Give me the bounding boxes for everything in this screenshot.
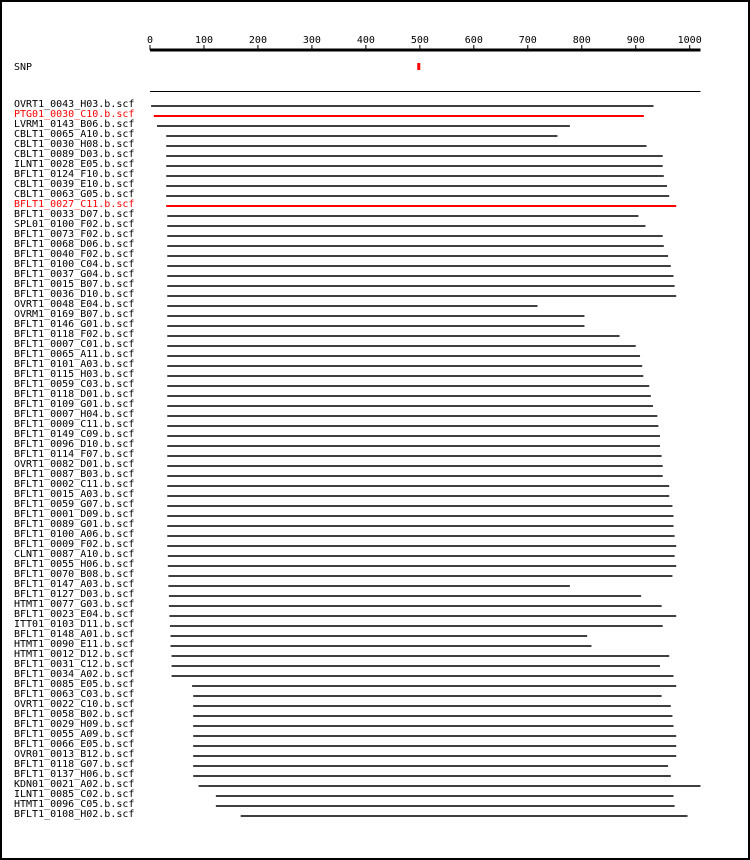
- axis-tick-label: 0: [146, 35, 154, 46]
- read-name[interactable]: BFLT1_0108_H02.b.scf: [14, 809, 135, 820]
- read-name[interactable]: CBLT1_0063_G05.b.scf: [14, 189, 135, 200]
- read-row[interactable]: [14, 809, 688, 820]
- read-name[interactable]: BFLT1_0059_G07.b.scf: [14, 499, 135, 510]
- read-name[interactable]: PTG01_0030_C10.b.scf: [14, 109, 135, 120]
- read-name[interactable]: OVRT1_0043_H03.b.scf: [14, 99, 135, 110]
- read-name[interactable]: BFLT1_0007_H04.b.scf: [14, 409, 135, 420]
- read-name[interactable]: BFLT1_0015_A03.b.scf: [14, 489, 135, 500]
- read-name[interactable]: KDN01_0021_A02.b.scf: [14, 779, 135, 790]
- axis-tick-label: 500: [410, 35, 429, 46]
- read-name[interactable]: BFLT1_0148_A01.b.scf: [14, 629, 135, 640]
- read-name[interactable]: BFLT1_0023_E04.b.scf: [14, 609, 135, 620]
- read-name[interactable]: BFLT1_0114_F07.b.scf: [14, 449, 135, 460]
- read-name[interactable]: BFLT1_0147_A03.b.scf: [14, 579, 135, 590]
- read-name[interactable]: CBLT1_0089_D03.b.scf: [14, 149, 135, 160]
- read-name[interactable]: BFLT1_0146_G01.b.scf: [14, 319, 135, 330]
- reads-track: [14, 99, 700, 820]
- read-name[interactable]: HTMT1_0090_E11.b.scf: [14, 639, 135, 650]
- read-name[interactable]: BFLT1_0040_F02.b.scf: [14, 249, 135, 260]
- read-name[interactable]: BFLT1_0027_C11.b.scf: [14, 199, 135, 210]
- read-name[interactable]: OVRT1_0048_E04.b.scf: [14, 299, 135, 310]
- read-name[interactable]: SPL01_0100_F02.b.scf: [14, 219, 135, 230]
- read-name[interactable]: BFLT1_0037_G04.b.scf: [14, 269, 135, 280]
- read-name[interactable]: BFLT1_0055_H06.b.scf: [14, 559, 135, 570]
- read-name[interactable]: BFLT1_0100_C04.b.scf: [14, 259, 135, 270]
- read-name[interactable]: BFLT1_0109_G01.b.scf: [14, 399, 135, 410]
- read-name[interactable]: BFLT1_0034_A02.b.scf: [14, 669, 135, 680]
- axis-tick-label: 300: [302, 35, 321, 46]
- axis-tick-label: 100: [194, 35, 214, 46]
- read-name[interactable]: HTMT1_0077_G03.b.scf: [14, 599, 135, 610]
- read-name[interactable]: BFLT1_0085_E05.b.scf: [14, 679, 135, 690]
- read-name[interactable]: BFLT1_0137_H06.b.scf: [14, 769, 135, 780]
- read-name[interactable]: BFLT1_0118_F02.b.scf: [14, 329, 135, 340]
- read-name[interactable]: LVRM1_0143_B06.b.scf: [14, 119, 135, 130]
- read-name[interactable]: BFLT1_0087_B03.b.scf: [14, 469, 135, 480]
- read-name[interactable]: OVRM1_0169_B07.b.scf: [14, 309, 135, 320]
- axis-tick-label: 600: [464, 35, 483, 46]
- read-name[interactable]: BFLT1_0001_D09.b.scf: [14, 509, 135, 520]
- read-name[interactable]: ILNT1_0085_C02.b.scf: [14, 789, 135, 800]
- read-name[interactable]: BFLT1_0073_F02.b.scf: [14, 229, 135, 240]
- read-name[interactable]: BFLT1_0068_D06.b.scf: [14, 239, 135, 250]
- snp-track: [14, 62, 420, 73]
- read-name[interactable]: BFLT1_0029_H09.b.scf: [14, 719, 135, 730]
- read-name[interactable]: HTMT1_0012_D12.b.scf: [14, 649, 135, 660]
- axis-tick-label: 900: [626, 35, 645, 46]
- read-name[interactable]: BFLT1_0036_D10.b.scf: [14, 289, 135, 300]
- read-name[interactable]: HTMT1_0096_C05.b.scf: [14, 799, 135, 810]
- read-name[interactable]: OVRT1_0082_D01.b.scf: [14, 459, 135, 470]
- read-name[interactable]: BFLT1_0127_D03.b.scf: [14, 589, 135, 600]
- read-name[interactable]: BFLT1_0063_C03.b.scf: [14, 689, 135, 700]
- read-name[interactable]: BFLT1_0149_C09.b.scf: [14, 429, 135, 440]
- snp-marker: [417, 63, 420, 70]
- axis-tick-label: 200: [248, 35, 267, 46]
- read-name[interactable]: OVR01_0013_B12.b.scf: [14, 749, 135, 760]
- read-name[interactable]: BFLT1_0089_G01.b.scf: [14, 519, 135, 530]
- read-name[interactable]: BFLT1_0059_C03.b.scf: [14, 379, 135, 390]
- read-name[interactable]: BFLT1_0015_B07.b.scf: [14, 279, 135, 290]
- read-name[interactable]: BFLT1_0066_E05.b.scf: [14, 739, 135, 750]
- read-name[interactable]: BFLT1_0101_A03.b.scf: [14, 359, 135, 370]
- axis-tick-label: 700: [518, 35, 537, 46]
- snp-label: SNP: [14, 62, 33, 73]
- read-name[interactable]: BFLT1_0002_C11.b.scf: [14, 479, 135, 490]
- read-name[interactable]: BFLT1_0031_C12.b.scf: [14, 659, 135, 670]
- read-alignment-chart: [2, 2, 748, 858]
- read-name[interactable]: CBLT1_0039_E10.b.scf: [14, 179, 135, 190]
- read-name[interactable]: BFLT1_0009_C11.b.scf: [14, 419, 135, 430]
- read-name[interactable]: BFLT1_0007_C01.b.scf: [14, 339, 135, 350]
- read-name[interactable]: BFLT1_0009_F02.b.scf: [14, 539, 135, 550]
- read-name[interactable]: BFLT1_0065_A11.b.scf: [14, 349, 135, 360]
- axis-tick-label: 800: [572, 35, 591, 46]
- read-name[interactable]: BFLT1_0055_A09.b.scf: [14, 729, 135, 740]
- read-name[interactable]: CBLT1_0030_H08.b.scf: [14, 139, 135, 150]
- read-name[interactable]: BFLT1_0096_D10.b.scf: [14, 439, 135, 450]
- read-name[interactable]: CBLT1_0065_A10.b.scf: [14, 129, 135, 140]
- read-name[interactable]: CLNT1_0087_A10.b.scf: [14, 549, 135, 560]
- read-name[interactable]: BFLT1_0118_G07.b.scf: [14, 759, 135, 770]
- read-name[interactable]: BFLT1_0118_D01.b.scf: [14, 389, 135, 400]
- read-name[interactable]: ILNT1_0028_E05.b.scf: [14, 159, 135, 170]
- read-name[interactable]: BFLT1_0058_B02.b.scf: [14, 709, 135, 720]
- axis-tick-label: 1000: [677, 35, 702, 46]
- read-name[interactable]: BFLT1_0124_F10.b.scf: [14, 169, 135, 180]
- axis-tick-label: 400: [356, 35, 375, 46]
- position-axis: [147, 35, 702, 50]
- read-name[interactable]: BFLT1_0070_B08.b.scf: [14, 569, 135, 580]
- read-name[interactable]: BFLT1_0100_A06.b.scf: [14, 529, 135, 540]
- read-name[interactable]: BFLT1_0115_H03.b.scf: [14, 369, 135, 380]
- read-name[interactable]: OVRT1_0022_C10.b.scf: [14, 699, 135, 710]
- read-name[interactable]: ITT01_0103_D11.b.scf: [14, 619, 135, 630]
- read-name[interactable]: BFLT1_0033_D07.b.scf: [14, 209, 135, 220]
